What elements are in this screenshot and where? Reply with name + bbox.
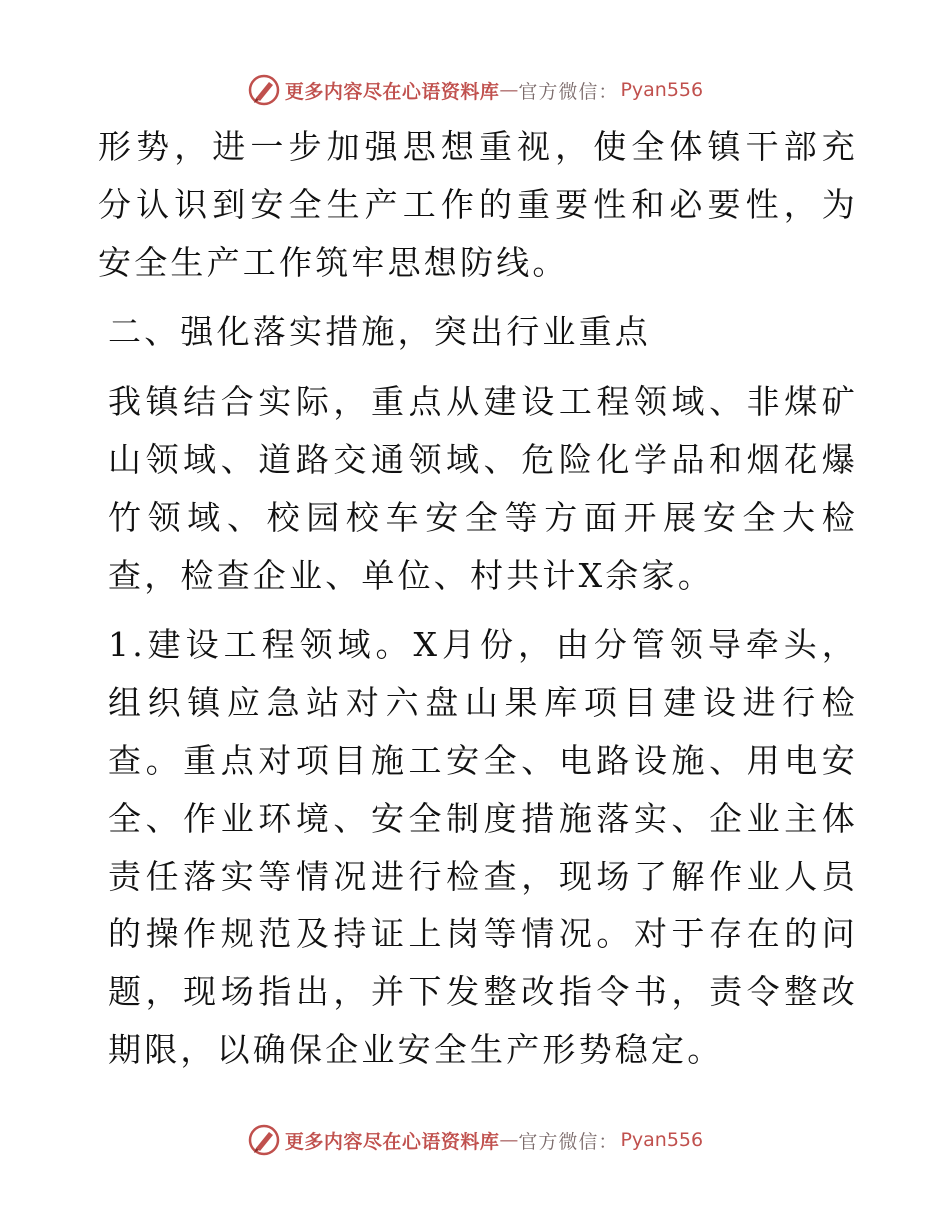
document-body — [98, 118, 858, 1079]
section-heading: 二、强化落实措施，突出行业重点 — [108, 312, 651, 352]
pen-logo-icon — [247, 73, 281, 107]
watermark-dash: — — [499, 1129, 519, 1151]
footer-watermark — [0, 1120, 950, 1160]
watermark-contact-label: 官方微信： — [518, 1130, 619, 1153]
header-watermark — [0, 70, 950, 110]
paragraph-continuation: 形势，进一步加强思想重视，使全体镇干部充分认识到安全生产工作的重要性和必要性，为安全生产工作筑牢思想防线。 — [98, 127, 858, 282]
paragraph-item-1: 1.建设工程领域。X月份，由分管领导牵头，组织镇应急站对六盘山果库项目建设进行检查。重点对项目施工安全、电路设施、用电安全、作业环境、安全制度措施落实、企业主体责任落实等情况进行检查，现场了解作业人员的操作规范及持证上岗等情况。对于存在的问题，现场指出，并下发整改指令书，责令整改期限，以确保企业安全生产形势稳定。 — [108, 625, 858, 1069]
watermark-dash: — — [499, 79, 519, 101]
watermark-wechat-id: Pyan556 — [620, 79, 704, 101]
watermark-brand: 更多内容尽在心语资料库 — [284, 80, 500, 103]
watermark-wechat-id: Pyan556 — [620, 1129, 704, 1151]
watermark-contact-label: 官方微信： — [518, 80, 619, 103]
paragraph-overview: 我镇结合实际，重点从建设工程领域、非煤矿山领域、道路交通领域、危险化学品和烟花爆竹领域、校园校车安全等方面开展安全大检查，检查企业、单位、村共计X余家。 — [108, 382, 858, 595]
watermark-brand: 更多内容尽在心语资料库 — [284, 1130, 500, 1153]
pen-logo-icon — [247, 1123, 281, 1157]
